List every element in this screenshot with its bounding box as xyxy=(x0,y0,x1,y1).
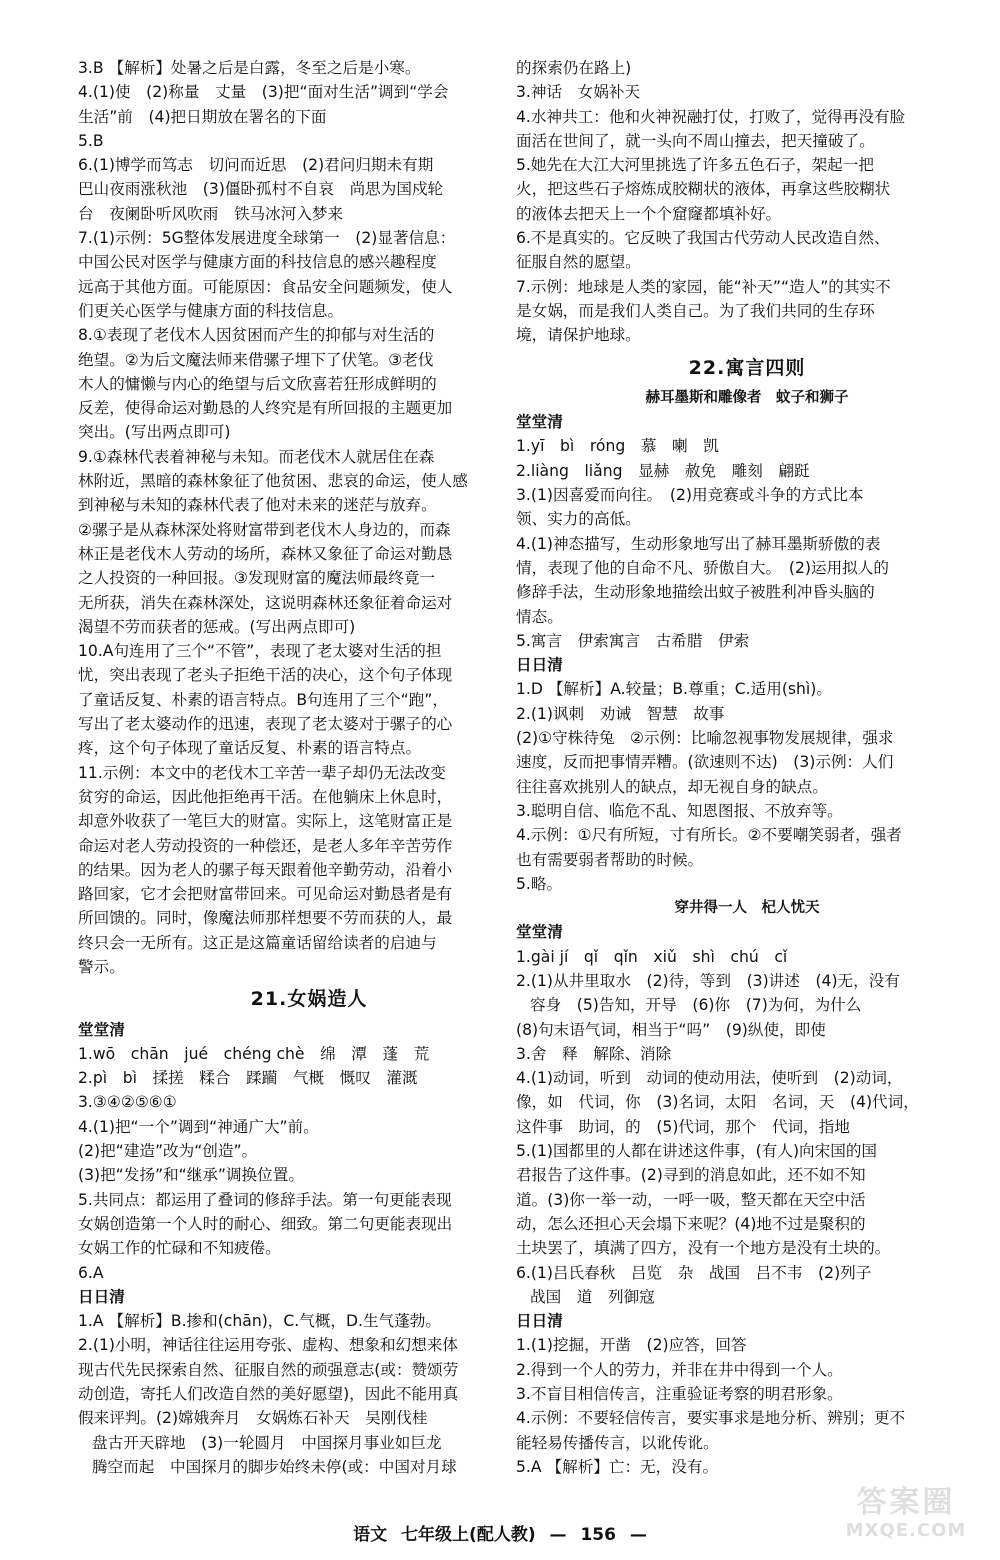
footer-dash-left: — xyxy=(549,1525,567,1545)
answer-line: 渴望不劳而获者的惩戒。(写出两点即可) xyxy=(78,617,356,636)
answer-line: 3.聪明自信、临危不乱、知恩图报、不放弃等。 xyxy=(516,801,843,820)
answer-line: 7.(1)示例：5G整体发展进度全球第一 (2)显著信息： xyxy=(78,229,456,248)
answer-line: 命运对老人劳动投资的一种偿还，是老人多年辛苦劳作 xyxy=(78,836,453,855)
answer-line: 8.①表现了老伐木人因贫困而产生的抑郁与对生活的 xyxy=(78,326,435,345)
answer-line: 征服自然的愿望。 xyxy=(516,253,641,272)
answer-line: 1.D 【解析】A.较量；B.尊重；C.适用(shì)。 xyxy=(516,680,832,699)
answer-line: 女娲创造第一个人时的耐心、细致。第二句更能表现出 xyxy=(78,1214,453,1233)
answer-line: 这件事 助词，的 (5)代词，那个 代词，指地 xyxy=(516,1117,850,1136)
answer-line: 台 夜阑卧听风吹雨 铁马冰河入梦来 xyxy=(78,204,344,223)
answer-line: 腾空而起 中国探月的脚步始终未停(或：中国对月球 xyxy=(92,1457,457,1476)
answer-line: 战国 道 列御寇 xyxy=(530,1287,655,1306)
answer-line: 2.liàng liǎng 显赫 赦免 雕刻 翩跹 xyxy=(516,461,810,480)
answer-line: 修辞手法，生动形象地描绘出蚊子被胜利冲昏头脑的 xyxy=(516,583,875,602)
watermark-logo xyxy=(830,1486,982,1548)
answer-line: 3.B 【解析】处暑之后是白露，冬至之后是小寒。 xyxy=(78,59,421,77)
answer-line: 林正是老伐木人劳动的场所，森林又象征了命运对勤恳 xyxy=(78,544,453,563)
section-label: 堂堂清 xyxy=(78,1020,125,1039)
answer-line: 君报告了这件事。(2)寻到的消息如此，还不如不知 xyxy=(516,1166,866,1185)
answer-line: 5.共同点：都运用了叠词的修辞手法。第一句更能表现 xyxy=(78,1190,452,1209)
answer-line: 也有需要弱者帮助的时候。 xyxy=(516,850,704,869)
answer-line: 速度，反而把事情弄糟。(欲速则不达) (3)示例：人们 xyxy=(516,753,894,772)
answer-line: (3)把“发扬”和“继承”调换位置。 xyxy=(78,1166,304,1185)
answer-line: 反差，使得命运对勤恳的人终究是有所回报的主题更加 xyxy=(78,399,453,418)
page-number: 156 xyxy=(580,1525,616,1545)
answer-line: 3.神话 女娲补天 xyxy=(516,83,641,102)
answer-line: 的液体去把天上一个个窟窿都填补好。 xyxy=(516,204,782,223)
answer-line: 6.A xyxy=(78,1263,104,1282)
answer-line: 4.示例：不要轻信传言，要实事求是地分析、辨别；更不 xyxy=(516,1409,906,1428)
lesson-heading: 21.女娲造人 xyxy=(250,988,368,1011)
section-label: 日日清 xyxy=(516,656,563,675)
lesson-subheading: 穿井得一人 杞人忧天 xyxy=(674,900,820,917)
answer-line: 贫穷的命运，因此他拒绝再干活。在他躺床上休息时， xyxy=(78,787,453,806)
answer-line: 面活在世间了，就一头向不周山撞去，把天撞破了。 xyxy=(516,131,875,150)
answer-line: 远高于其他方面。可能原因：食品安全问题频发，使人 xyxy=(78,277,453,296)
answer-line: 是女娲，而是我们人类自己。为了我们共同的生存环 xyxy=(516,301,875,320)
answer-line: 领、实力的高低。 xyxy=(516,510,641,529)
answer-line: 所回馈的。同时，像魔法师那样想要不劳而获的人，最 xyxy=(78,909,453,928)
answer-line: 之人投资的一种回报。③发现财富的魔法师最终竟一 xyxy=(78,569,436,588)
answer-line: 2.得到一个人的劳力，并非在井中得到一个人。 xyxy=(516,1360,843,1379)
answer-line: 路回家，它才会把财富带回来。可见命运对勤恳者是有 xyxy=(78,885,453,904)
answer-line: 动创造，寄托人们改造自然的美好愿望)，因此不能用真 xyxy=(78,1385,459,1404)
answer-line: 6.(1)吕氏春秋 吕览 杂 战国 吕不韦 (2)列子 xyxy=(516,1263,872,1282)
lesson-subheading: 赫耳墨斯和雕像者 蚊子和狮子 xyxy=(645,389,849,406)
answer-line: 绝望。②为后文魔法师来借骡子埋下了伏笔。③老伐 xyxy=(78,350,434,369)
answer-line: 11.示例：本文中的老伐木工辛苦一辈子却仍无法改变 xyxy=(78,763,446,782)
answer-line: 4.示例：①尺有所短，寸有所长。②不要嘲笑弱者，强者 xyxy=(516,826,902,845)
answer-line: 3.不盲目相信传言，注重验证考察的明君形象。 xyxy=(516,1385,843,1404)
answer-line: 土块罢了，填满了四方，没有一个地方是没有土块的。 xyxy=(516,1239,891,1258)
answer-line: 像，如 代词，你 (3)名词，太阳 名词，天 (4)代词， xyxy=(516,1093,919,1112)
answer-line: 2.(1)讽刺 劝诫 智慧 故事 xyxy=(516,704,725,723)
answer-line: 7.示例：地球是人类的家园，能“补天”“造人”的其实不 xyxy=(516,277,891,296)
footer-subject: 语文 xyxy=(353,1525,388,1545)
section-label: 堂堂清 xyxy=(516,413,563,432)
footer-dash-right: — xyxy=(629,1525,647,1545)
watermark-text: 答案圈 xyxy=(856,1485,956,1520)
answer-line: 生活”前 (4)把日期放在署名的下面 xyxy=(78,107,327,126)
section-label: 日日清 xyxy=(516,1312,563,1331)
section-label: 堂堂清 xyxy=(516,923,563,942)
answer-line: 3.(1)因喜爱而向往。 (2)用竞赛或斗争的方式比本 xyxy=(516,486,864,505)
answer-line: 5.A 【解析】亡：无，没有。 xyxy=(516,1457,719,1476)
answer-line: 突出。(写出两点即可) xyxy=(78,423,231,442)
answer-line: 1.yī bì róng 慕 喇 凯 xyxy=(516,437,719,456)
answer-line: 了童话反复、朴素的语言特点。B句连用了三个“跑”， xyxy=(78,690,448,709)
answer-line: 2.pì bì 揉搓 糅合 蹂躏 气概 慨叹 灌溉 xyxy=(78,1069,418,1088)
answer-line: 4.(1)神态描写，生动形象地写出了赫耳墨斯骄傲的表 xyxy=(516,534,881,553)
answer-line: 林附近，黑暗的森林象征了他贫困、悲哀的命运，使人感 xyxy=(78,472,468,491)
answer-line: (2)①守株待兔 ②示例：比喻忽视事物发展规律，强求 xyxy=(516,729,894,748)
answer-line: 警示。 xyxy=(78,957,125,976)
answer-line: 的探索仍在路上) xyxy=(516,59,632,77)
answer-line: 的结果。因为老人的骡子每天跟着他辛勤劳动，沿着小 xyxy=(78,860,453,879)
answer-line: 木人的慵懒与内心的绝望与后文欣喜若狂形成鲜明的 xyxy=(78,374,437,393)
answer-line: 情态。 xyxy=(516,607,563,626)
answer-line: 忧，突出表现了老头子拒绝干活的决心，这个句子体现 xyxy=(78,666,453,685)
answer-line: 1.A 【解析】B.掺和(chān)，C.气概，D.生气蓬勃。 xyxy=(78,1312,441,1331)
answer-line: 10.A句连用了三个“不管”，表现了老太婆对生活的担 xyxy=(78,642,442,661)
answer-line: 无所获，消失在森林深处，这说明森林还象征着命运对 xyxy=(78,593,453,612)
answer-line: 1.(1)挖掘，开凿 (2)应答，回答 xyxy=(516,1336,747,1355)
answer-line: 5.她先在大江大河里挑选了许多五色石子，架起一把 xyxy=(516,156,874,175)
answer-line: 9.①森林代表着神秘与未知。而老伐木人就居住在森 xyxy=(78,447,435,466)
answer-line: 盘古开天辟地 (3)一轮圆月 中国探月事业如巨龙 xyxy=(92,1433,442,1452)
answer-line: 能轻易传播传言，以讹传讹。 xyxy=(516,1433,719,1452)
answer-line: 现古代先民探索自然、征服自然的顽强意志(或：赞颂劳 xyxy=(78,1360,459,1379)
answer-line: 疼，这个句子体现了童话反复、朴素的语言特点。 xyxy=(78,739,422,758)
answer-line: 2.(1)小明，神话往往运用夸张、虚构、想象和幻想来体 xyxy=(78,1336,459,1355)
answer-line: 4.(1)使 (2)称量 丈量 (3)把“面对生活”调到“学会 xyxy=(78,83,449,102)
watermark-url: MXQE.COM xyxy=(845,1520,967,1541)
answer-line: 们更关心医学与健康方面的科技信息。 xyxy=(78,301,344,320)
answer-line: ②骡子是从森林深处将财富带到老伐木人身边的，而森 xyxy=(78,520,451,539)
section-label: 日日清 xyxy=(78,1287,125,1306)
answer-line: 中国公民对医学与健康方面的科技信息的感兴趣程度 xyxy=(78,253,437,272)
answer-line: 到神秘与未知的森林代表了他对未来的迷茫与放弃。 xyxy=(78,496,437,515)
left-column xyxy=(78,56,540,1479)
answer-line: 巴山夜雨涨秋池 (3)僵卧孤村不自哀 尚思为国戍轮 xyxy=(78,180,444,199)
answer-line: 却意外收获了一笔巨大的财富。实际上，这笔财富正是 xyxy=(78,812,453,831)
answer-line: 1.wō chān jué chéng chè 绵 潭 蓬 荒 xyxy=(78,1044,430,1063)
answer-line: 道。(3)你一举一动，一呼一吸，整天都在天空中活 xyxy=(516,1190,866,1209)
answer-line: 假来评判。(2)嫦娥奔月 女娲炼石补天 吴刚伐桂 xyxy=(78,1409,428,1428)
answer-line: 6.(1)博学而笃志 切问而近思 (2)君问归期未有期 xyxy=(78,156,434,175)
answer-line: 4.(1)动词，听到 动词的使动用法，使听到 (2)动词， xyxy=(516,1069,903,1088)
answer-line: 写出了老太婆动作的迅速，表现了老太婆对于骡子的心 xyxy=(78,715,453,734)
answer-line: 境，请保护地球。 xyxy=(516,326,641,345)
answer-line: 容身 (5)告知，开导 (6)你 (7)为何，为什么 xyxy=(530,996,862,1015)
answer-line: 终只会一无所有。这正是这篇童话留给读者的启迪与 xyxy=(78,933,437,952)
answer-line: 3.舍 释 解除、消除 xyxy=(516,1044,672,1063)
answer-line: 5.(1)国都里的人都在讲述这件事，(有人)向宋国的国 xyxy=(516,1142,878,1161)
answer-line: 4.(1)把“一个”调到“神通广大”前。 xyxy=(78,1117,319,1136)
answer-line: 4.水神共工：他和火神祝融打仗，打败了，觉得再没有脸 xyxy=(516,107,906,126)
answer-line: 1.gài jí qǐ qǐn xiǔ shì chú cǐ xyxy=(516,947,788,966)
answer-line: 情，表现了他的自命不凡、骄傲自大。 (2)运用拟人的 xyxy=(516,558,889,577)
answer-line: 5.略。 xyxy=(516,874,563,893)
footer-grade: 七年级上(配人教) xyxy=(401,1525,536,1545)
answer-line: 女娲工作的忙碌和不知疲倦。 xyxy=(78,1239,281,1258)
answer-line: 火，把这些石子熔炼成胶糊状的液体，再拿这些胶糊状 xyxy=(516,180,891,199)
answer-line: 6.不是真实的。它反映了我国古代劳动人民改造自然、 xyxy=(516,229,890,248)
answer-line: (2)把“建造”改为“创造”。 xyxy=(78,1142,258,1161)
lesson-heading: 22.寓言四则 xyxy=(688,356,806,379)
right-column xyxy=(516,56,978,1479)
answer-line: (8)句末语气词，相当于“吗” (9)纵使，即使 xyxy=(516,1020,826,1039)
answer-line: 2.(1)从井里取水 (2)待，等到 (3)讲述 (4)无，没有 xyxy=(516,971,900,990)
answer-line: 5.寓言 伊索寓言 古希腊 伊索 xyxy=(516,631,750,650)
answer-line: 动，怎么还担心天会塌下来呢？(4)地不过是聚积的 xyxy=(516,1214,866,1233)
answer-line: 5.B xyxy=(78,131,104,150)
answer-line: 往往喜欢挑别人的缺点，却无视自身的缺点。 xyxy=(516,777,828,796)
answer-line: 3.③④②⑤⑥① xyxy=(78,1093,177,1112)
